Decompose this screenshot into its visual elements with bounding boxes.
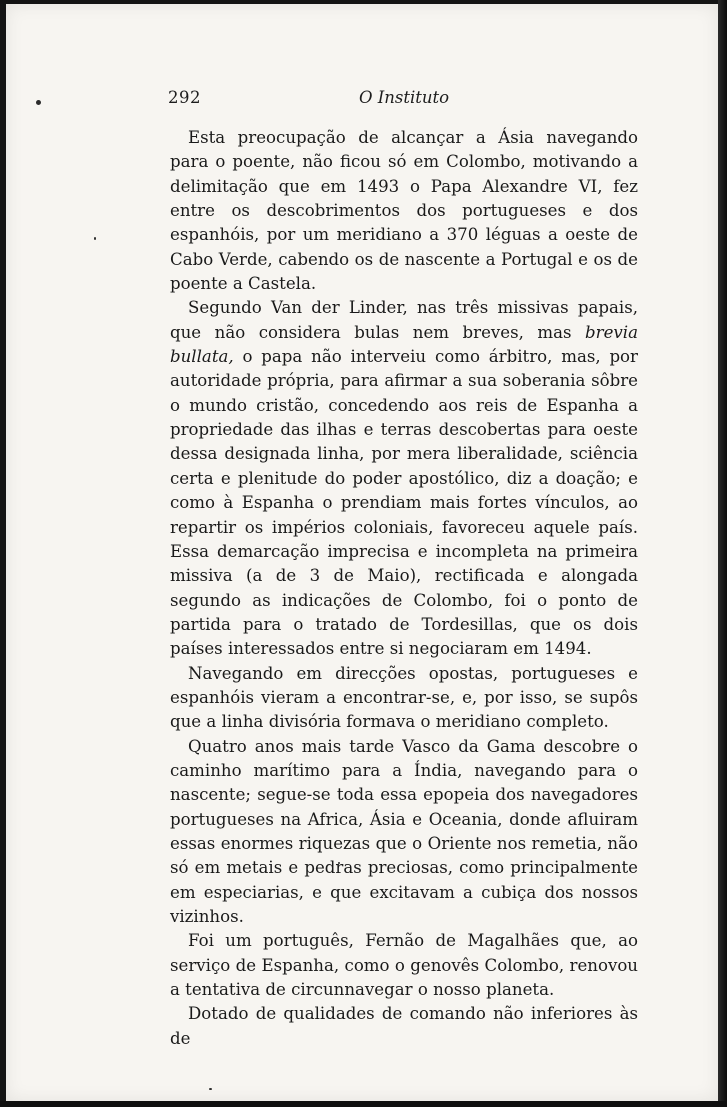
paragraph: Quatro anos mais tarde Vasco da Gama descobre o caminho marítimo para a Índia, navegando para o nascente; segue-se toda essa epopeia dos navegadores portugueses na Africa, Ásia e Oceania, donde afluiram essas enormes riquezas que o Oriente nos remetia, não só em metais e pedras preciosas, como principalmente em especiarias, e que excitavam a cubiça dos nossos vizinhos. bbox=[170, 736, 638, 926]
body-text bbox=[170, 126, 638, 1051]
page-edge-bottom bbox=[0, 1101, 727, 1107]
page-edge-right bbox=[718, 0, 727, 1107]
paragraph: Foi um português, Fernão de Magalhães que, ao serviço de Espanha, como o genovês Colombo, renovou a tentativa de circunnavegar o nosso planeta. bbox=[170, 931, 638, 1000]
ink-speck bbox=[36, 100, 41, 105]
paragraph: Esta preocupação de alcançar a Ásia navegando para o poente, não ficou só em Colombo, motivando a delimitação que em 1493 o Papa Alexandre VI, fez entre os descobrimentos dos portugueses e dos espanhóis, por um meridiano a 370 léguas a oeste de Cabo Verde, cabendo os de nascente a Portugal e os de poente a Castela. bbox=[170, 128, 638, 294]
paragraph: Navegando em direcções opostas, portugueses e espanhóis vieram a encontrar-se, e, por isso, se supôs que a linha divisória formava o meridiano completo. bbox=[170, 663, 638, 732]
running-title: O Instituto bbox=[359, 88, 450, 107]
paragraph: Dotado de qualidades de comando não inferiores às de bbox=[170, 1004, 638, 1048]
paragraph: Segundo Van der Linder, nas três missivas papais, que não considera bulas nem breves, mas brevia bullata, o papa não interveiu como árbitro, mas, por autoridade própria, para afirmar a sua soberania sôbre o mundo cristão, concedendo aos reis de Espanha a propriedade das ilhas e terras descobertas para oeste dessa designada linha, por mera liberalidade, sciência certa e plenitude do poder apostólico, diz a doação; e como à Espanha o prendiam mais fortes vínculos, ao repartir os impérios coloniais, favoreceu aquele país. Essa demarcação imprecisa e incompleta na primeira missiva (a de 3 de Maio), rectificada e alongada segundo as indicações de Colombo, foi o ponto de partida para o tratado de Tordesillas, que os dois países interessados entre si negociaram em 1494. bbox=[170, 298, 638, 659]
page-number: 292 bbox=[168, 88, 201, 107]
ink-speck bbox=[209, 1088, 212, 1090]
latin-term: brevia bullata, bbox=[170, 322, 638, 367]
ink-speck bbox=[94, 237, 96, 240]
page-header bbox=[164, 88, 639, 112]
